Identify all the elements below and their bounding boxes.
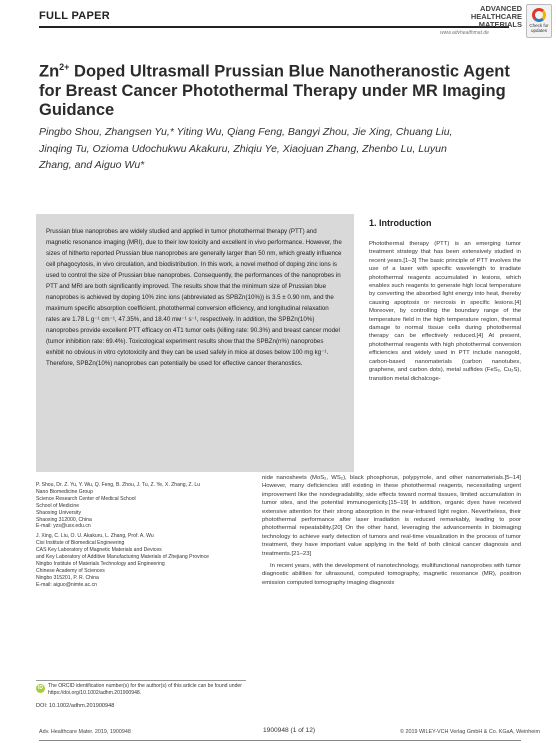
affiliation-line: Shaoxing 312000, China	[36, 516, 92, 523]
journal-logo	[462, 5, 522, 29]
affiliation-line: Nano Biomedicine Group	[36, 488, 93, 495]
article-title	[39, 58, 519, 120]
affiliation-group-2	[36, 533, 246, 588]
doi[interactable]: DOI: 10.1002/adhm.201900948	[36, 703, 115, 709]
title-rest: Doped Ultrasmall Prussian Blue Nanotheranostic Agent for Breast Cancer Photothermal Therapy under MR Imaging Guidance	[39, 62, 510, 119]
footer-copyright: © 2019 WILEY-VCH Verlag GmbH & Co. KGaA, Weinheim	[400, 729, 540, 735]
abstract-box	[36, 214, 354, 472]
intro-paragraph-1: nide nanosheets (MoS₂, WS₂), black phosphorus, polypyrrole, and other nanomaterials.[5–14] However, many deficiencies still existing in these photothermal reagents, necessitating urgent improvement like the nondegradability, side effects toward normal tissues, limited accumulation in tumor sites, and the potential immunogenicity.[15–19] In addition, organic dyes have received extensive attention for their strong absorption in the near-infrared light region. Nevertheless, their photothermal performance after laser irradiation is reduced remarkably, leading to poor photothermal repeatability.[20] On the other hand, leveraging the advancements in bioimaging technology to achieve early detection of tumors and real-time visualization in the process of tumor treatment, they have important value applying in the field of both clinical cancer diagnosis and treatments.[21–23]	[262, 475, 521, 557]
abstract-text: Prussian blue nanoprobes are widely studied and applied in tumor photothermal therapy (PTT) and magnetic resonance imaging (MRI), due to their low toxicity and excellent in vivo performance. However, the sizes of hitherto reported Prussian blue nanoprobes are generally larger than 50 nm, which greatly influence cell phagocytosis, in vivo circulation, and biodistribution. In this work, a novel method of doping zinc ions is used to control the size of Prussian blue nanoprobes. Consequently, the performances of the nanoprobes in PTT and MRI are both significantly improved. The results show that the minimum size of Prussian blue nanoprobes is achieved by doping 10% zinc ions (abbreviated as SPBZn(10%)) is 3.5 ± 0.90 nm, and the maximum specific absorption coefficient, photothermal conversion efficiency, and longitudinal relaxation rates are 1.78 L g⁻¹ cm⁻¹, 47.35%, and 18.40 mм⁻¹ s⁻¹, respectively. In addition, the SPBZn(10%) nanoprobes provide excellent PTT efficacy on 4T1 tumor cells (killing rate: 90.3%) and breast cancer model (tumor inhibition rate: 69.4%). Toxicological experiment results show that the SPBZn(n%) nanoprobes exhibit no obvious in vitro cytotoxicity and they can be used safely in mice at doses below 100 mg kg⁻¹. Therefore, SPBZn(10%) nanoprobes can potentially be used for effective cancer theranostics.	[46, 228, 342, 367]
affiliation-line: Ningbo 315201, P. R. China	[36, 574, 99, 581]
check-updates-label: Check for updates	[529, 23, 549, 33]
author-list: Pingbo Shou, Zhangsen Yu,* Yiting Wu, Qiang Feng, Bangyi Zhou, Jie Xing, Chuang Liu, Jinqing Tu, Ozioma Udochukwu Akakuru, Zhiqiu Ye, Xiaojuan Zhang, Zhenbo Lu, Luyun Zhang, and Aiguo Wu*	[39, 126, 453, 171]
footer-citation: Adv. Healthcare Mater. 2019, 1900948	[39, 729, 131, 735]
journal-logo-line-2: HEALTHCARE	[470, 12, 522, 21]
orcid-note	[36, 683, 252, 696]
affiliation-line: CAS Key Laboratory of Magnetic Materials and Devices	[36, 547, 162, 554]
title-superscript: 2+	[59, 62, 70, 72]
affiliation-line: P. Shou, Dr. Z. Yu, Y. Wu, Q. Feng, B. Zhou, J. Tu, Z. Ye, X. Zhang, Z. Lu	[36, 482, 201, 488]
affiliation-email[interactable]: E-mail: aiguo@nimte.ac.cn	[36, 581, 97, 588]
title-element: Zn	[39, 62, 60, 81]
affiliation-email[interactable]: E-mail: yzs@usx.edu.cn	[36, 523, 91, 530]
header-rule	[39, 26, 509, 28]
affiliation-line: Ningbo Institute of Materials Technology and Engineering	[36, 560, 165, 567]
affiliation-line: Cixi Institute of Biomedical Engineering	[36, 540, 125, 547]
orcid-icon[interactable]: iD	[38, 685, 43, 691]
affiliation-line: and Key Laboratory of Additive Manufacturing Materials of Zhejiang Province	[36, 554, 210, 561]
intro-text-column: Photothermal therapy (PTT) is an emerging tumor treatment strategy that has been extensively studied in recent years.[1–3] The basic principle of PTT involves the use of a laser with specific wavelength to irradiate photothermal reagents accumulated in lesions, which enables such reagents to generate high local temperature by converting the absorbed light energy into heat, thereby causing apoptosis or necrosis in specific lesions.[4] Moreover, by controlling the boundary range of the temperature field in the high temperature region, thermal damage to normal tissue cells during photothermal therapy can be effectively reduced.[4] At present, photothermal reagents with high photothermal conversion efficiencies and widely used in PTT include nanogold, carbon-based nanomaterials (carbon nanotubes, graphene, and carbon dots), metal sulfides (FeS₂, Cu₂S), transition metal dichalcoge-	[369, 241, 521, 382]
article-type-label: FULL PAPER	[39, 10, 111, 22]
affiliation-line: School of Medicine	[36, 502, 80, 509]
intro-text-continued	[262, 474, 521, 587]
check-for-updates-badge[interactable]	[526, 4, 552, 38]
affiliation-line: Chinese Academy of Sciences	[36, 567, 105, 574]
affiliation-line: Science Research Center of Medical School	[36, 495, 136, 502]
check-updates-icon	[532, 8, 546, 22]
affiliation-line: Shaoxing University	[36, 509, 82, 516]
affiliation-line: J. Xing, C. Liu, O. U. Akakuru, L. Zhang, Prof. A. Wu	[36, 533, 154, 540]
journal-logo-line-1: ADVANCED	[480, 4, 522, 13]
footer-page-number: 1900948 (1 of 12)	[263, 727, 316, 734]
affiliation-group-1	[36, 482, 246, 530]
journal-url[interactable]: www.advhealthmat.de	[440, 30, 489, 36]
orcid-note-text: The ORCID identification number(s) for the author(s) of this article can be found under https://doi.org/10.1002/adhm.201900948.	[48, 683, 242, 696]
intro-paragraph-2: In recent years, with the development of nanotechnology, multifunctional nanoprobes with tumor diagnostic abilities for ultrasound, computed tomography, magnetic resonance (MR), positron emission computed tomography imaging diagnosis	[262, 563, 521, 586]
section-heading-introduction: 1. Introduction	[369, 218, 432, 228]
affiliation-divider	[36, 680, 246, 681]
footer-rule	[39, 740, 521, 741]
journal-logo-line-3: MATERIALS	[478, 20, 522, 29]
affiliations	[36, 482, 246, 592]
